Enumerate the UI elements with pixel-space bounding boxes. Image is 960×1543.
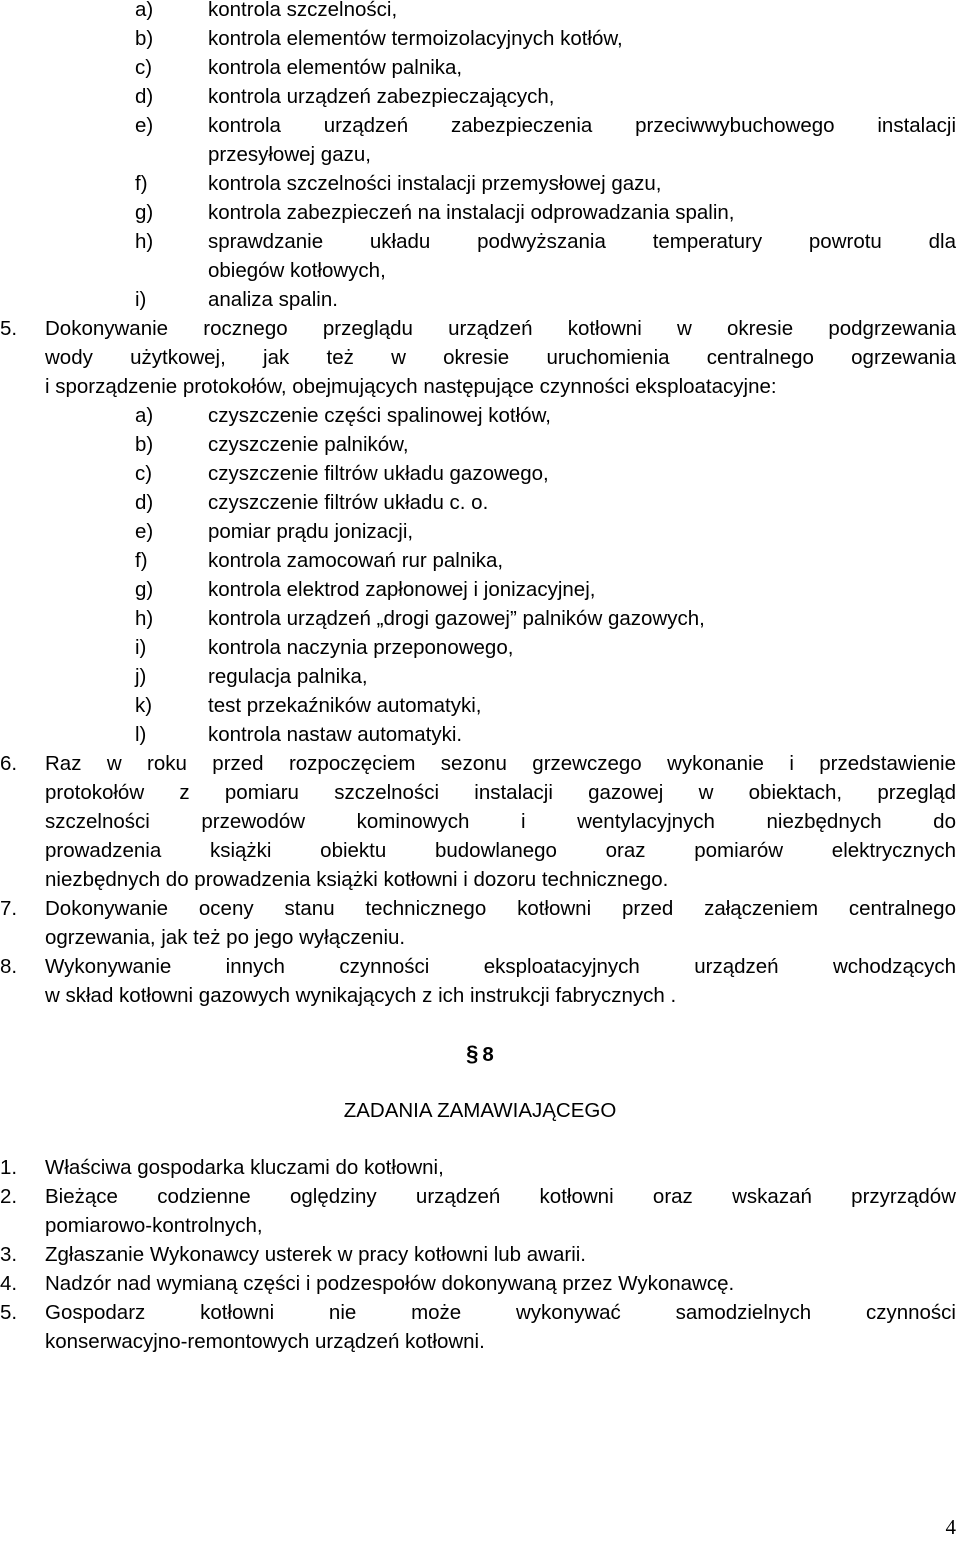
list-item <box>0 720 960 749</box>
list-item-text: czyszczenie filtrów układu c. o. <box>208 491 489 514</box>
numbered-item <box>0 1182 960 1211</box>
numbered-item-text: niezbędnych do prowadzenia książki kotłowni i dozoru technicznego. <box>45 868 669 891</box>
numbered-item-continuation <box>0 923 960 952</box>
list-item-label: c) <box>135 462 153 485</box>
numbered-item-text: pomiarowo-kontrolnych, <box>45 1214 263 1237</box>
list-item-label: b) <box>135 27 154 50</box>
numbered-item-text: i sporządzenie protokołów, obejmujących następujące czynności eksploatacyjne: <box>45 375 777 398</box>
list-item <box>0 430 960 459</box>
numbered-item-text: Raz w roku przed rozpoczęciem sezonu grzewczego wykonanie i przedstawienie <box>45 752 956 775</box>
list-item-text: kontrola zabezpieczeń na instalacji odprowadzania spalin, <box>208 201 735 224</box>
numbered-item-text: Dokonywanie rocznego przeglądu urządzeń kotłowni w okresie podgrzewania <box>45 317 956 340</box>
list-item <box>0 227 960 256</box>
numbered-item-continuation <box>0 778 960 807</box>
numbered-item-text: szczelności przewodów kominowych i wentylacyjnych niezbędnych do <box>45 810 956 833</box>
list-item <box>0 575 960 604</box>
list-item <box>0 546 960 575</box>
numbered-item-continuation <box>0 865 960 894</box>
list-item-label: g) <box>135 578 154 601</box>
list-item-text: czyszczenie filtrów układu gazowego, <box>208 462 549 485</box>
numbered-item-continuation <box>0 343 960 372</box>
numbered-item-text: Wykonywanie innych czynności eksploatacyjnych urządzeń wchodzących <box>45 955 956 978</box>
numbered-item <box>0 314 960 343</box>
numbered-item <box>0 894 960 923</box>
list-item-label: a) <box>135 404 154 427</box>
list-item-label: g) <box>135 201 154 224</box>
list-item-label: e) <box>135 520 154 543</box>
numbered-item <box>0 1269 960 1298</box>
numbered-item <box>0 952 960 981</box>
section-number-value: 8 <box>482 1043 494 1066</box>
list-item-label: b) <box>135 433 154 456</box>
page-number: 4 <box>945 1515 956 1539</box>
numbered-item <box>0 1298 960 1327</box>
paragraph-sign: § <box>466 1041 479 1066</box>
list-item-text: kontrola zamocowań rur palnika, <box>208 549 504 572</box>
numbered-item-label: 7. <box>0 897 18 920</box>
list-item <box>0 488 960 517</box>
list-item <box>0 691 960 720</box>
list-item-label: f) <box>135 172 148 195</box>
list-item-label: i) <box>135 288 147 311</box>
list-item-label: h) <box>135 230 154 253</box>
list-item <box>0 662 960 691</box>
section-title: ZADANIA ZAMAWIAJĄCEGO <box>343 1099 617 1122</box>
list-item-label: d) <box>135 85 154 108</box>
numbered-item-label: 8. <box>0 955 18 978</box>
numbered-item-text: prowadzenia książki obiektu budowlanego oraz pomiarów elektrycznych <box>45 839 956 862</box>
list-item <box>0 604 960 633</box>
numbered-item-text: Nadzór nad wymianą części i podzespołów dokonywaną przez Wykonawcę. <box>45 1272 735 1295</box>
list-item-continuation <box>0 256 960 285</box>
list-item <box>0 459 960 488</box>
numbered-item-continuation <box>0 1327 960 1356</box>
numbered-item-text: Gospodarz kotłowni nie może wykonywać samodzielnych czynności <box>45 1301 956 1324</box>
list-item <box>0 285 960 314</box>
numbered-item-continuation <box>0 1211 960 1240</box>
list-item-label: i) <box>135 636 147 659</box>
numbered-item-continuation <box>0 836 960 865</box>
list-item <box>0 633 960 662</box>
section-number <box>0 1039 960 1068</box>
list-item-text: kontrola nastaw automatyki. <box>208 723 463 746</box>
numbered-item-text: Dokonywanie oceny stanu technicznego kotłowni przed załączeniem centralnego <box>45 897 956 920</box>
numbered-item-text: w skład kotłowni gazowych wynikających z ich instrukcji fabrycznych . <box>45 984 677 1007</box>
numbered-item-label: 1. <box>0 1156 18 1179</box>
list-item-text: kontrola elektrod zapłonowej i jonizacyjnej, <box>208 578 596 601</box>
numbered-item-text: wody użytkowej, jak też w okresie uruchomienia centralnego ogrzewania <box>45 346 956 369</box>
list-item-text: przesyłowej gazu, <box>208 143 371 166</box>
list-item <box>0 53 960 82</box>
numbered-item-continuation <box>0 981 960 1010</box>
list-item-text: analiza spalin. <box>208 288 338 311</box>
list-item-text: kontrola urządzeń „drogi gazowej” palników gazowych, <box>208 607 705 630</box>
list-item-text: obiegów kotłowych, <box>208 259 386 282</box>
list-item-label: k) <box>135 694 153 717</box>
list-item-label: f) <box>135 549 148 572</box>
list-item-text: kontrola elementów palnika, <box>208 56 463 79</box>
list-item <box>0 169 960 198</box>
numbered-item-label: 5. <box>0 1301 18 1324</box>
numbered-item-text: konserwacyjno-remontowych urządzeń kotłowni. <box>45 1330 485 1353</box>
list-item-label: e) <box>135 114 154 137</box>
numbered-item-text: protokołów z pomiaru szczelności instalacji gazowej w obiektach, przegląd <box>45 781 956 804</box>
numbered-item-label: 3. <box>0 1243 18 1266</box>
list-item <box>0 0 960 24</box>
list-item-text: kontrola szczelności, <box>208 0 398 21</box>
numbered-item-label: 4. <box>0 1272 18 1295</box>
list-item-text: kontrola szczelności instalacji przemysłowej gazu, <box>208 172 662 195</box>
list-item <box>0 401 960 430</box>
numbered-item-text: Właściwa gospodarka kluczami do kotłowni, <box>45 1156 444 1179</box>
list-item-text: sprawdzanie układu podwyższania temperatury powrotu dla <box>208 230 956 253</box>
numbered-item-continuation <box>0 372 960 401</box>
numbered-item-label: 6. <box>0 752 18 775</box>
numbered-item-text: ogrzewania, jak też po jego wyłączeniu. <box>45 926 406 949</box>
list-item-text: kontrola urządzeń zabezpieczenia przeciwwybuchowego instalacji <box>208 114 956 137</box>
list-item-label: d) <box>135 491 154 514</box>
list-item-text: test przekaźników automatyki, <box>208 694 482 717</box>
list-item-text: kontrola urządzeń zabezpieczających, <box>208 85 555 108</box>
numbered-item-text: Bieżące codzienne oględziny urządzeń kotłowni oraz wskazań przyrządów <box>45 1185 956 1208</box>
list-item-text: czyszczenie części spalinowej kotłów, <box>208 404 551 427</box>
numbered-item <box>0 1240 960 1269</box>
list-item <box>0 24 960 53</box>
list-item-text: kontrola elementów termoizolacyjnych kotłów, <box>208 27 623 50</box>
numbered-item-text: Zgłaszanie Wykonawcy usterek w pracy kotłowni lub awarii. <box>45 1243 586 1266</box>
list-item <box>0 198 960 227</box>
list-item-label: l) <box>135 723 147 746</box>
list-item-label: c) <box>135 56 153 79</box>
list-item-text: regulacja palnika, <box>208 665 368 688</box>
list-item <box>0 111 960 140</box>
list-item <box>0 517 960 546</box>
list-item-label: h) <box>135 607 154 630</box>
list-item-text: pomiar prądu jonizacji, <box>208 520 414 543</box>
list-item-continuation <box>0 140 960 169</box>
numbered-item <box>0 1153 960 1182</box>
list-item-text: czyszczenie palników, <box>208 433 409 456</box>
list-item-label: a) <box>135 0 154 21</box>
numbered-item <box>0 749 960 778</box>
numbered-item-continuation <box>0 807 960 836</box>
numbered-item-label: 5. <box>0 317 18 340</box>
list-item-text: kontrola naczynia przeponowego, <box>208 636 514 659</box>
list-item-label: j) <box>135 665 147 688</box>
list-item <box>0 82 960 111</box>
numbered-item-label: 2. <box>0 1185 18 1208</box>
